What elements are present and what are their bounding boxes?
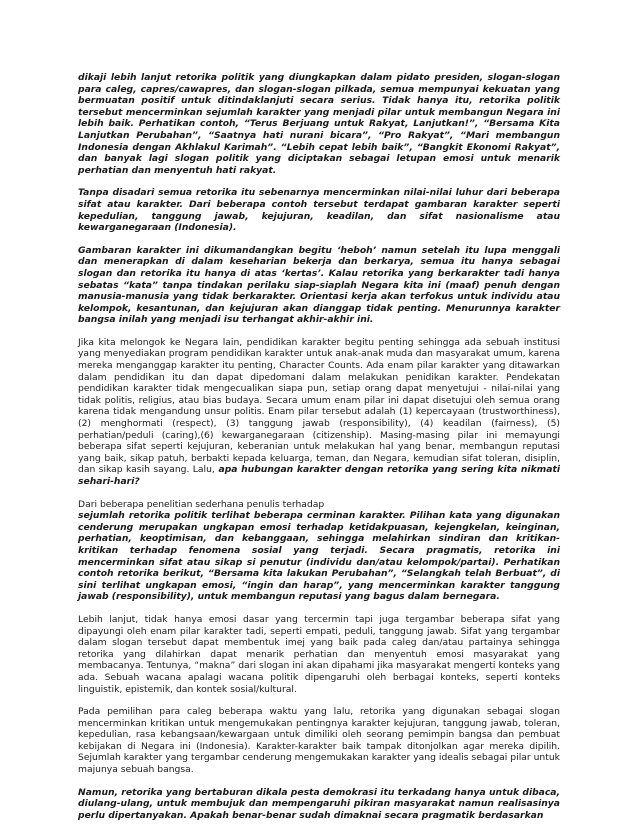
paragraph-4 [78, 337, 560, 488]
paragraph-8: Namun, retorika yang bertaburan dikala pesta demokrasi itu terkadang hanya untuk dibaca, diulang-ulang, untuk membujuk dan mempengaruhi pikiran masyarakat namun realisasinya perlu dipertanyakan. Apakah benar-benar sudah dimaknai secara pragmatik berdasarkan [78, 786, 560, 821]
paragraph-4-body: Jika kita melongok ke Negara lain, pendidikan karakter begitu penting sehingga ada sebuah institusi yang menyediakan program pendidikan karakter untuk anak-anak muda dan masyarakat umum, karena mereka menganggap karakter itu penting, Character Counts. Ada enam pilar karakter yang ditawarkan dalam pendidikan itu dan dapat dipedomani dalam melakukan penidikan karakter. Pendekatan pendidikan karakter tidak mengecualikan siapa pun, setiap orang dapat menyetujui - nilai-nilai yang tidak politis, religius, atau bias budaya. Secara umum enam pilar ini dapat disetujui oleh semua orang karena tidak mengandung unsur politis. Enam pilar tersebut adalah (1) kepercayaan (trustworthiness), (2) menghormati (respect), (3) tanggung jawab (responsibility), (4) keadilan (fairness), (5) perhatian/peduli (caring),(6) kewarganegaraan (citizenship). Masing-masing pilar ini memayungi beberapa sifat seperti kejujuran, keberanian untuk melakukan hal yang benar, membangun reputasi yang baik, sikap patuh, berbakti kepada keluarga, teman, dan Negara, kemudian sifat toleran, disiplin, dan sikap kasih sayang. Lalu, [78, 336, 560, 476]
paragraph-2: Tanpa disadari semua retorika itu sebenarnya mencerminkan nilai-nilai luhur dari beberapa sifat atau karakter. Dari beberapa contoh tersebut terdapat gambaran karakter seperti kepedulian, tanggung jawab, kejujuran, keadilan, dan sifat nasionalisme atau kewarganegaraan (Indonesia). [78, 187, 560, 234]
paragraph-6: Lebih lanjut, tidak hanya emosi dasar yang tercermin tapi juga tergambar beberapa sifat yang dipayungi oleh enam pilar karakter tadi, seperti empati, peduli, tanggung jawab. Sifat yang tergambar dalam slogan tersebut dapat membentuk imej yang baik pada caleg dan/atau partainya sehingga retorika yang dilahirkan dapat menarik perhatian dan menyentuh emosi masyarakat yang membacanya. Tentunya, “makna” dari slogan ini akan dipahami jika masyarakat mengerti konteks yang ada. Sebuah wacana apalagi wacana politik dipengaruhi oleh berbagai konteks, seperti konteks linguistik, epistemik, dan kontek sosial/kultural. [78, 613, 560, 695]
paragraph-4-question: apa hubungan karakter dengan retorika yang sering kita nikmati sehari-hari? [78, 464, 560, 487]
paragraph-1: dikaji lebih lanjut retorika politik yang diungkapkan dalam pidato presiden, slogan-slogan para caleg, capres/cawapres, dan slogan-slogan pilkada, semua mempunyai kekuatan yang bermuatan positif untuk ditindaklanjuti secara serius. Tidak hanya itu, retorika politik tersebut mencerminkan sejumlah karakter yang menjadi pilar untuk membangun Negara ini lebih baik. Perhatikan contoh, “Terus Berjuang untuk Rakyat, Lanjutkan!”, “Bersama Kita Lanjutkan Perubahan”, “Saatnya hati nurani bicara”, “Pro Rakyat”, “Mari membangun Indonesia dengan Akhlakul Karimah”. “Lebih cepat lebih baik”, “Bangkit Ekonomi Rakyat”, dan banyak lagi slogan politik yang diciptakan sebagai letupan emosi untuk menarik perhatian dan menyentuh hati rakyat. [78, 72, 560, 176]
paragraph-5-intro: Dari beberapa penelitian sederhana penulis terhadap [78, 498, 325, 510]
paragraph-3: Gambaran karakter ini dikumandangkan begitu ‘heboh’ namun setelah itu lupa menggali dan menerapkan di dalam keseharian bekerja dan berkarya, semua itu hanya sebagai slogan dan retorika itu hanya di atas ‘kertas’. Kalau retorika yang berkarakter tadi hanya sebatas “kata” tanpa tindakan perilaku siap-siaplah Negara kita ini (maaf) penuh dengan manusia-manusia yang tidak berkarakter. Orientasi kerja akan terfokus untuk individu atau kelompok, kesantunan, dan kejujuran akan dianggap tidak penting. Menurunnya karakter bangsa inilah yang menjadi isu terhangat akhir-akhir ini. [78, 244, 560, 326]
paragraph-7: Pada pemilihan para caleg beberapa waktu yang lalu, retorika yang digunakan sebagai slogan mencerminkan kritikan untuk mengemukakan pentingnya karakter kejujuran, tanggung jawab, toleran, kepedulian, rasa kebangsaan/kewargaan untuk dimiliki oleh seorang pemimpin bangsa dan pembuat kebijakan di Negara ini (Indonesia). Karakter-karakter baik tampak ditonjolkan agar mereka dipilih. Sejumlah karakter yang tergambar cenderung mengemukakan karakter yang idealis sebagai pilar untuk majunya sebuah bangsa. [78, 706, 560, 776]
paragraph-5: sejumlah retorika politik terlihat beberapa cerminan karakter. Pilihan kata yang digunakan cenderung merupakan ungkapan emosi terhadap ketidakpuasan, kejengkelan, keinginan, perhatian, keoptimisan, dan kebanggaan, sehingga melahirkan sindiran dan kritikan-kritikan terhadap fenomena sosial yang terjadi. Secara pragmatis, retorika ini mencerminkan sifat atau sikap si penutur (individu dan/atau kelompok/partai). Perhatikan contoh retorika berikut, “Bersama kita lakukan Perubahan”, “Selangkah telah Berbuat”, di sini terlihat ungkapan emosi, “ingin dan harap”, yang mencerminkan karakter tanggung jawab (responsibility), untuk membangun reputasi yang bagus dalam bernegara. [78, 510, 560, 603]
